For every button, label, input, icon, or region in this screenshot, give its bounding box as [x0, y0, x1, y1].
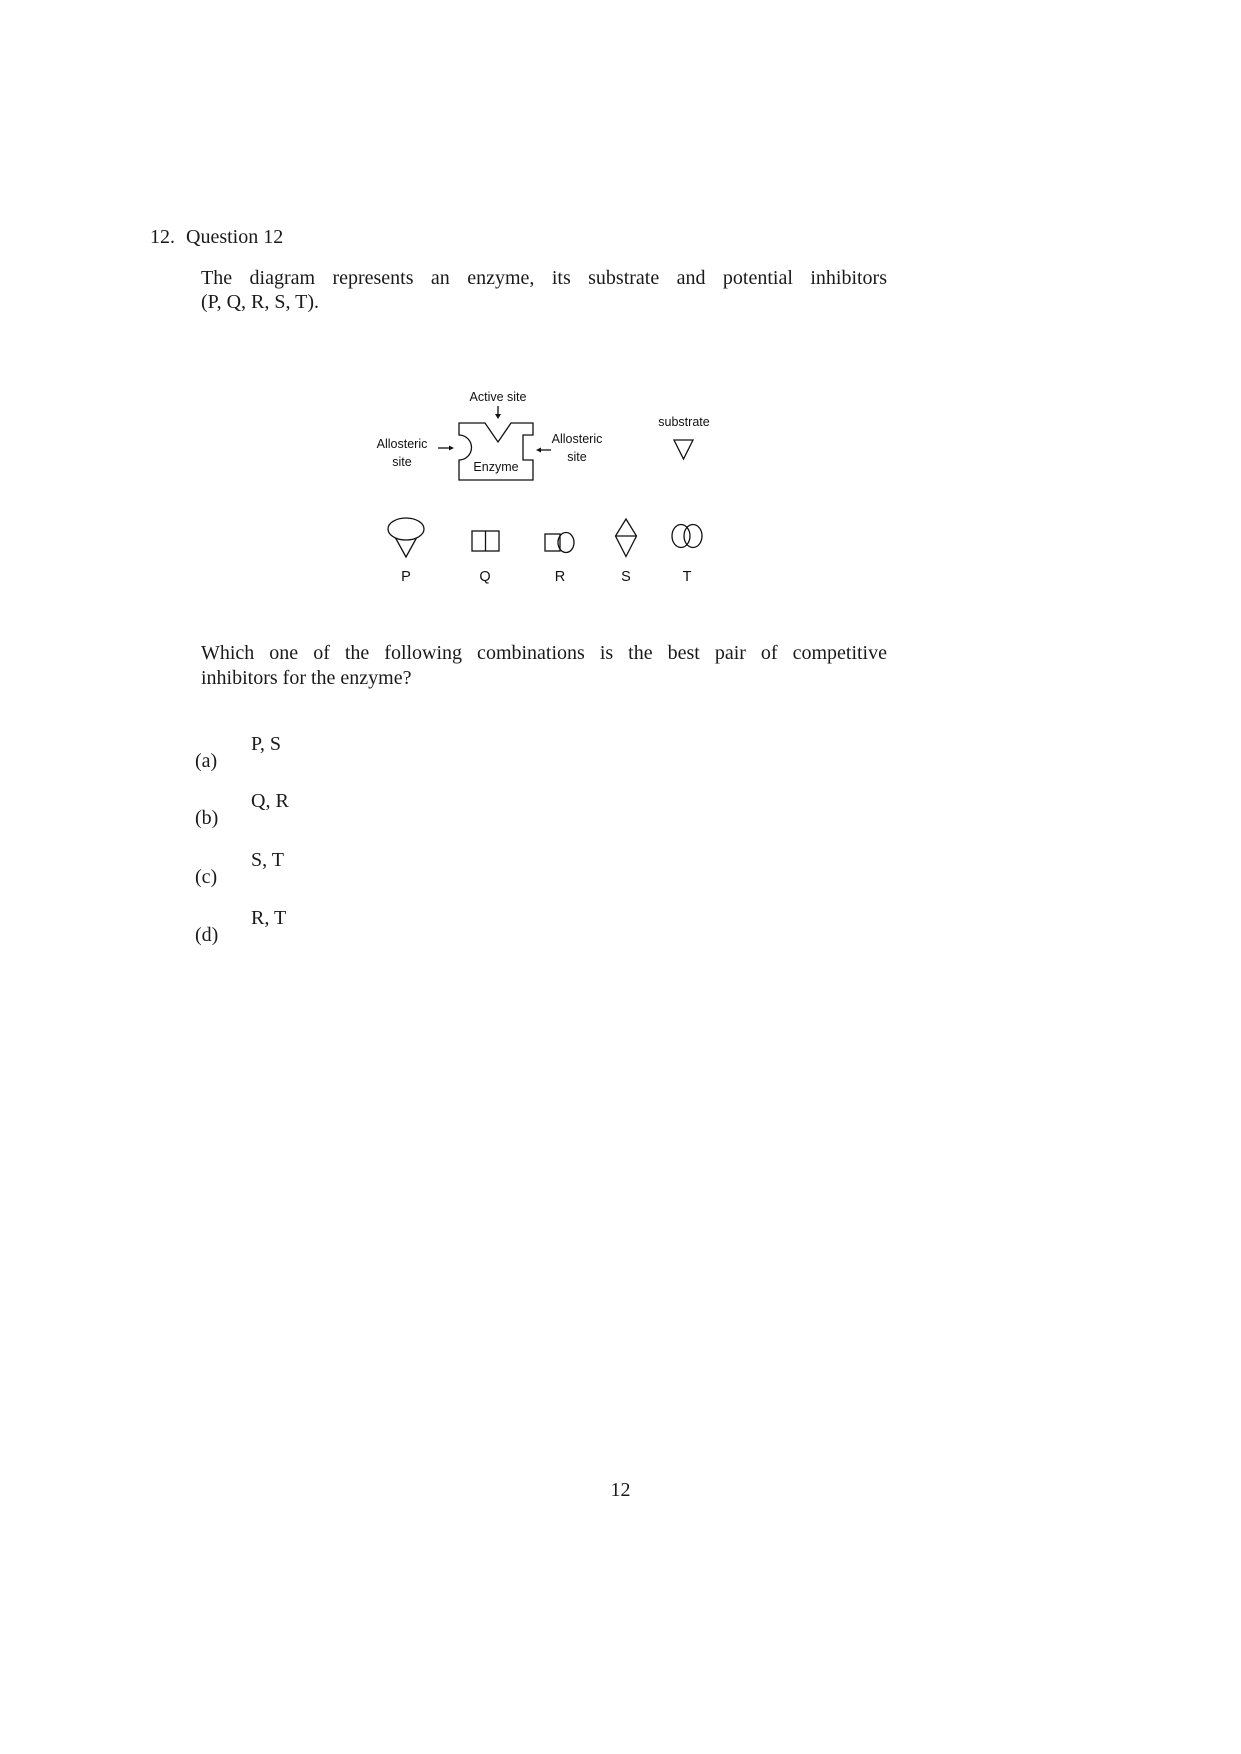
- inhibitor-q-label: Q: [479, 569, 491, 585]
- enzyme-diagram: [360, 385, 740, 595]
- question-number: 12.: [150, 226, 175, 248]
- allosteric-left-arrow: [438, 446, 454, 451]
- active-site-label: Active site: [469, 390, 527, 404]
- option-label: (c): [195, 866, 218, 888]
- inhibitor-p-shape: [388, 518, 424, 557]
- intro-line-1: The diagram represents an enzyme, its substrate and potential inhibitors: [201, 267, 887, 289]
- substrate-label: substrate: [658, 415, 710, 429]
- allosteric-left-label-line1: Allosteric: [376, 437, 428, 451]
- prompt-line-1: Which one of the following combinations is the best pair of competitive: [201, 642, 887, 664]
- allosteric-left-label-line2: site: [392, 455, 412, 469]
- option-label: (b): [195, 807, 219, 829]
- inhibitor-s-label: S: [621, 569, 631, 585]
- option-label: (d): [195, 924, 219, 946]
- question-title: Question 12: [186, 226, 284, 248]
- active-site-arrow: [495, 406, 501, 419]
- substrate-triangle: [674, 440, 693, 459]
- inhibitor-r-label: R: [554, 569, 566, 585]
- enzyme-label: Enzyme: [473, 460, 519, 474]
- inhibitor-p-label: P: [401, 569, 411, 585]
- option-label: (a): [195, 750, 218, 772]
- option-text: S, T: [251, 849, 284, 871]
- inhibitor-s-shape: [616, 519, 637, 557]
- inhibitor-q-shape: [472, 531, 499, 551]
- option-text: P, S: [251, 733, 282, 755]
- allosteric-right-arrow: [536, 448, 551, 453]
- allosteric-right-label-line2: site: [567, 450, 587, 464]
- intro-line-2: (P, Q, R, S, T).: [201, 291, 319, 313]
- option-text: Q, R: [251, 790, 289, 812]
- page-number: 12: [610, 1479, 631, 1501]
- prompt-line-2: inhibitors for the enzyme?: [201, 667, 412, 689]
- inhibitor-t-shape: [672, 525, 702, 548]
- allosteric-right-label-line1: Allosteric: [551, 432, 603, 446]
- inhibitor-r-shape: [545, 533, 574, 553]
- inhibitor-t-label: T: [682, 569, 692, 585]
- option-text: R, T: [251, 907, 287, 929]
